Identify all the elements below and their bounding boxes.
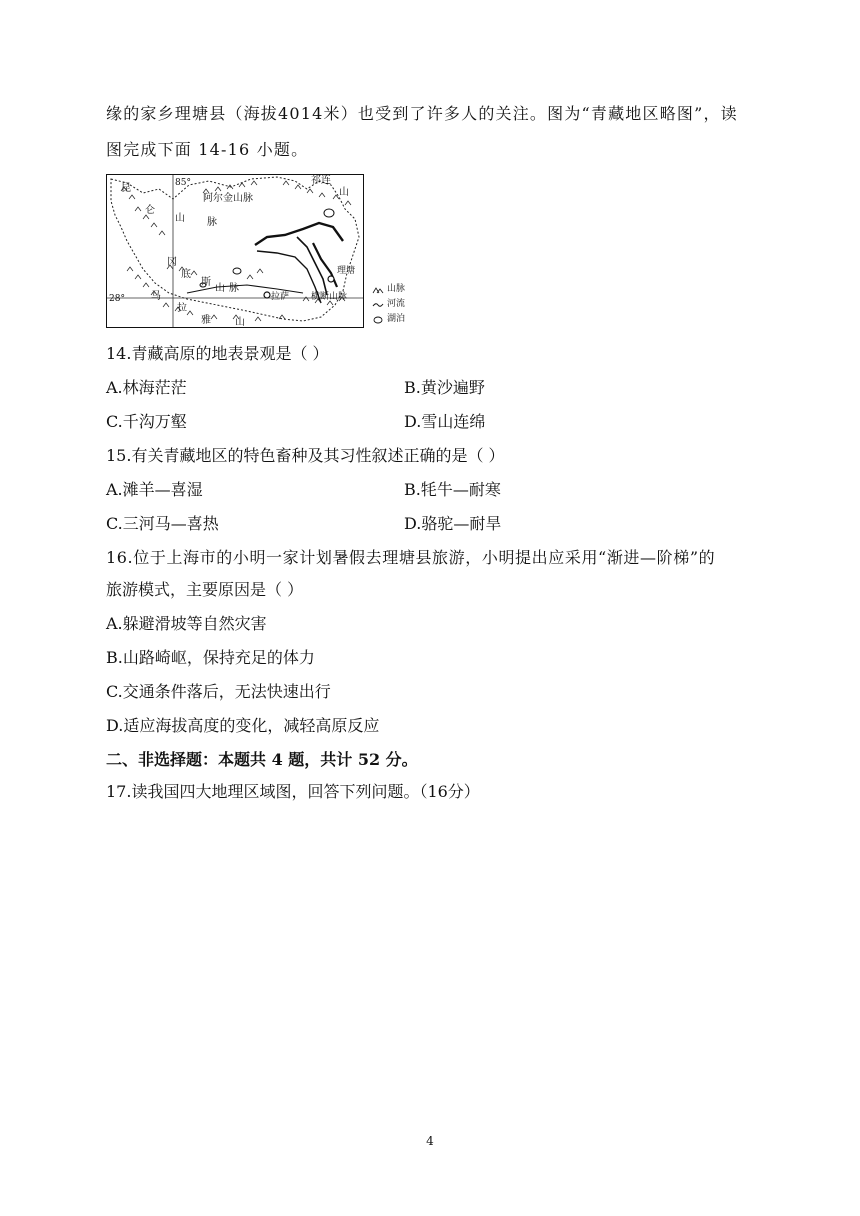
lake-qinghai [324,209,334,217]
label-himalaya-1: 马 [151,291,161,302]
river-icon [372,301,384,309]
q14-option-a: A.林海茫茫 [106,378,187,397]
label-gangdise-2: 底 [181,269,191,280]
lake-icon [372,316,384,324]
q16-stem-line-2: 旅游模式，主要原因是（ ） [106,580,304,599]
legend-river-label: 河流 [387,299,406,309]
legend-lake-label: 湖泊 [387,314,406,324]
label-lon-85: 85° [175,178,191,188]
q14-option-b: B.黄沙遍野 [404,378,485,397]
q16-option-a: A.躲避滑坡等自然灾害 [106,614,267,633]
q17-stem: 17.读我国四大地理区域图，回答下列问题。（16分） [106,782,480,801]
page-number: 4 [426,1134,434,1148]
q15-option-d: D.骆驼—耐旱 [404,514,502,533]
label-himalaya-4: 山 [235,317,245,328]
label-kunlun-1: 昆 [121,183,131,194]
label-gangdise-5: 脉 [229,283,239,294]
section-2-heading: 二、非选择题：本题共 4 题，共计 52 分。 [106,750,418,769]
label-himalaya-2: 拉 [177,303,187,314]
label-lhasa: 拉萨 [271,292,290,302]
river-upper [255,223,343,245]
legend-mountain-label: 山脉 [387,284,406,294]
label-qilian-2: 山 [339,187,349,198]
label-hengduan: 横断山脉 [311,292,348,302]
label-lat-28: 28° [109,294,125,304]
q15-option-a: A.滩羊—喜湿 [106,480,203,499]
label-gangdise-3: 斯 [201,277,211,288]
q15-stem: 15.有关青藏地区的特色畜种及其习性叙述正确的是（ ） [106,446,505,465]
intro-text-line-2: 图完成下面 14-16 小题。 [106,140,309,159]
q15-option-b: B.牦牛—耐寒 [404,480,501,499]
label-himalaya-3: 雅 [201,315,211,326]
legend-lake [372,312,432,327]
label-kunlun-4: 脉 [207,217,217,228]
q15-option-c: C.三河马—喜热 [106,514,219,533]
mountain-icon [372,286,384,294]
label-gangdise-4: 山 [215,283,225,294]
litang-dot [328,276,334,282]
q16-option-b: B.山路崎岖，保持充足的体力 [106,648,315,667]
lhasa-dot [264,292,270,298]
q14-option-d: D.雪山连绵 [404,412,486,431]
river-lower [297,237,327,295]
q16-option-c: C.交通条件落后，无法快速出行 [106,682,331,701]
q16-option-d: D.适应海拔高度的变化，减轻高原反应 [106,716,380,735]
label-altun: 阿尔金山脉 [203,193,253,204]
q16-stem-line-1: 16.位于上海市的小明一家计划暑假去理塘县旅游，小明提出应采用“渐进—阶梯”的 [106,548,716,567]
map-drawing [107,175,364,328]
intro-text-line-1: 缘的家乡理塘县（海拔4014米）也受到了许多人的关注。图为“青藏地区略图”，读 [106,104,738,123]
label-litang: 理塘 [337,266,356,276]
label-kunlun-3: 山 [175,213,185,224]
q14-stem: 14.青藏高原的地表景观是（ ） [106,344,329,363]
lake-namtso [233,268,241,274]
label-qilian-1: 祁连 [311,175,331,186]
qinghai-tibet-map [106,174,364,328]
q14-option-c: C.千沟万壑 [106,412,187,431]
label-kunlun-2: 仑 [145,205,155,216]
legend-river [372,297,432,312]
legend-mountain [372,282,432,297]
label-gangdise-1: 冈 [167,257,177,268]
map-legend [372,282,432,330]
